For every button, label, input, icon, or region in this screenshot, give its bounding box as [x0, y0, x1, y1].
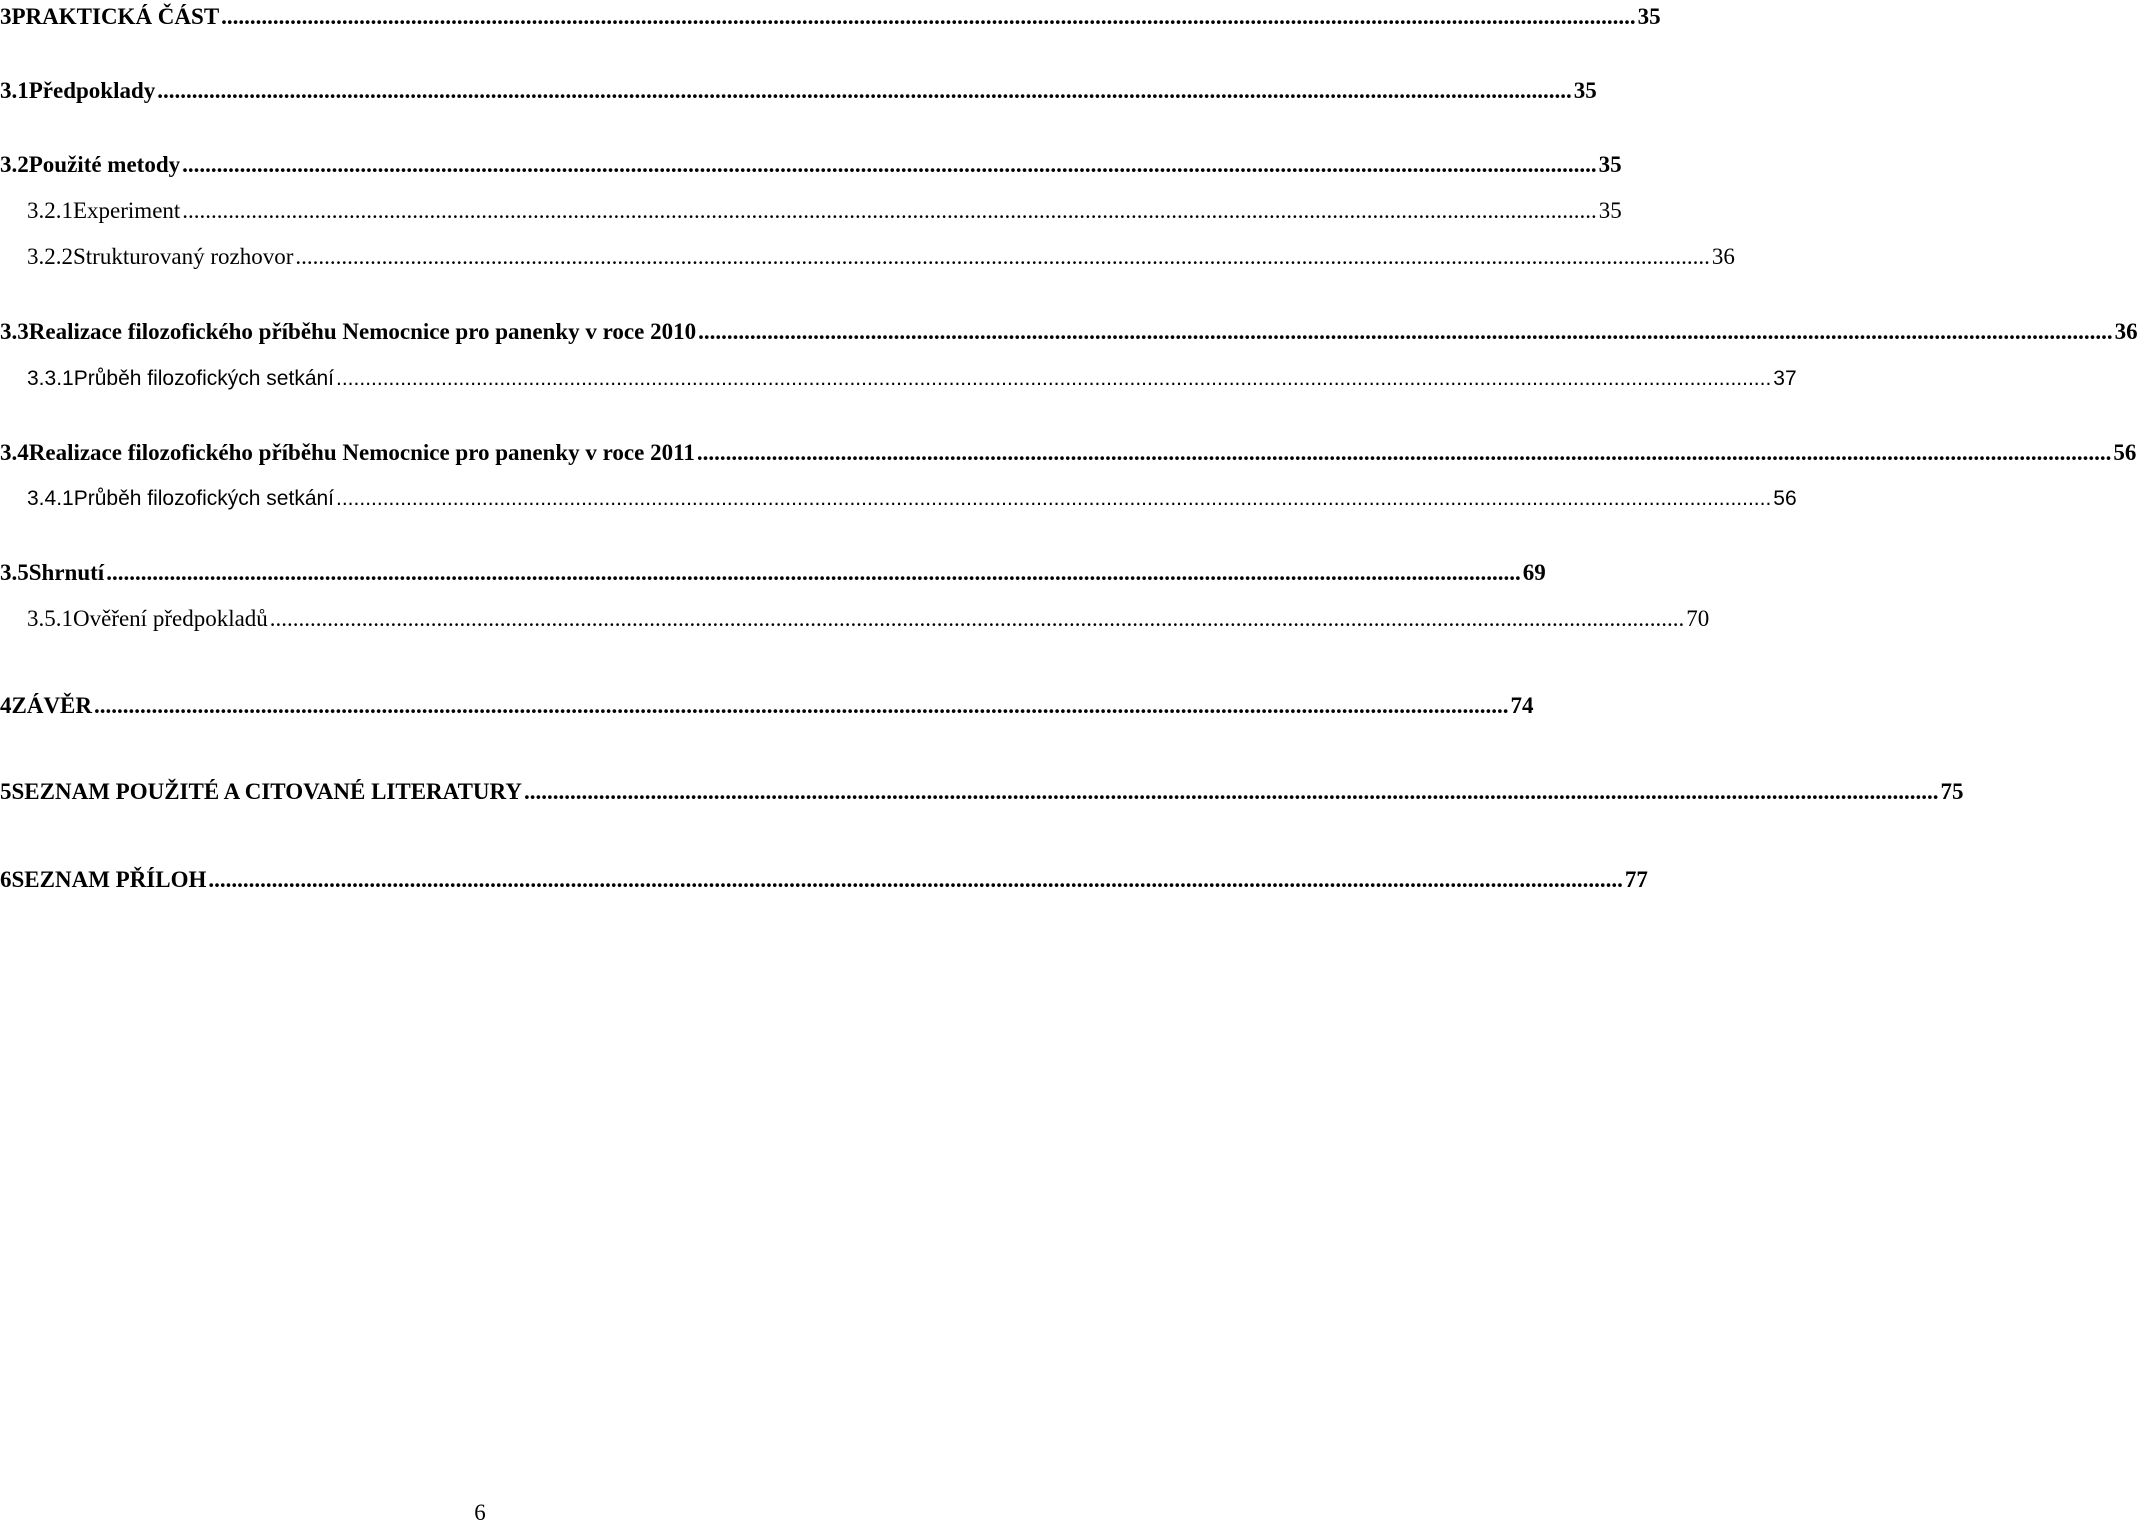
toc-entry-page: 37: [1773, 367, 1797, 390]
toc-entry-number: 3.2.1: [27, 198, 73, 223]
toc-entry-page: 36: [1711, 244, 1735, 269]
toc-entry-number: 3: [0, 4, 12, 29]
toc-entry-number: 6: [0, 867, 12, 892]
toc-entry-title: Průběh filozofických setkání: [73, 367, 335, 390]
toc-entry-number: 5: [0, 779, 12, 804]
toc-entry[interactable]: [0, 439, 2137, 467]
toc-entry-page: 36: [2114, 319, 2138, 344]
toc-entry-title: Předpoklady: [28, 78, 156, 103]
toc-leader-dots: [94, 692, 1509, 720]
toc-leader-dots: [698, 318, 2113, 346]
toc-entry-number: 3.1: [0, 78, 29, 103]
toc-entry-number: 3.4: [0, 440, 29, 465]
toc-leader-dots: [208, 866, 1623, 894]
toc-entry[interactable]: [0, 692, 1534, 720]
toc-entry-title: Shrnutí: [28, 560, 105, 585]
toc-leader-dots: [697, 439, 2112, 467]
toc-entry-number: 3.2: [0, 152, 29, 177]
toc-entry-page: 35: [1598, 198, 1622, 223]
toc-entry-page: 74: [1510, 693, 1534, 718]
toc-entry-number: 3.3.1: [27, 367, 74, 390]
toc-entry-number: 3.3: [0, 319, 29, 344]
toc-entry[interactable]: [0, 559, 1546, 587]
toc-entry[interactable]: [0, 605, 1710, 633]
toc-leader-dots: [336, 485, 1771, 513]
toc-entry-number: 3.2.2: [27, 244, 73, 269]
toc-leader-dots: [221, 3, 1636, 31]
toc-leader-dots: [524, 778, 1939, 806]
toc-entry-number: 4: [0, 693, 12, 718]
page-number: 6: [474, 1500, 486, 1525]
toc-entry-title: Strukturovaný rozhovor: [73, 244, 294, 269]
toc-entry-title: SEZNAM PŘÍLOH: [11, 867, 207, 892]
toc-entry[interactable]: [0, 866, 1648, 894]
toc-leader-dots: [182, 151, 1597, 179]
toc-entry[interactable]: [0, 151, 1622, 179]
toc-entry[interactable]: [0, 3, 1661, 31]
toc-entry-page: 70: [1686, 606, 1710, 631]
toc-leader-dots: [295, 243, 1710, 271]
toc-entry-title: Ověření předpokladů: [73, 606, 268, 631]
toc-entry[interactable]: [0, 243, 1735, 271]
toc-entry-title: Použité metody: [28, 152, 181, 177]
toc-entry-title: SEZNAM POUŽITÉ A CITOVANÉ LITERATURY: [11, 779, 522, 804]
toc-entry-title: ZÁVĚR: [11, 693, 93, 718]
toc-entry[interactable]: [0, 365, 1797, 393]
toc-entry[interactable]: [0, 318, 2138, 346]
toc-entry-page: 56: [1773, 487, 1797, 510]
toc-entry-title: PRAKTICKÁ ČÁST: [11, 4, 220, 29]
toc-entry-page: 35: [1637, 4, 1661, 29]
toc-leader-dots: [106, 559, 1521, 587]
toc-leader-dots: [270, 605, 1685, 633]
toc-entry[interactable]: [0, 197, 1622, 225]
toc-entry-page: 77: [1624, 867, 1648, 892]
toc-leader-dots: [157, 77, 1572, 105]
toc-entry-number: 3.5: [0, 560, 29, 585]
toc-leader-dots: [336, 365, 1771, 393]
toc-entry-page: 56: [2113, 440, 2137, 465]
toc-entry[interactable]: [0, 77, 1597, 105]
toc-entry-page: 75: [1940, 779, 1964, 804]
toc-entry-page: 35: [1573, 78, 1597, 103]
toc-entry-page: 69: [1522, 560, 1546, 585]
toc-entry-title: Realizace filozofického příběhu Nemocnice pro panenky v roce 2010: [28, 319, 697, 344]
toc-entry[interactable]: [0, 778, 1964, 806]
toc-leader-dots: [182, 197, 1597, 225]
toc-entry[interactable]: [0, 485, 1797, 513]
toc-entry-page: 35: [1598, 152, 1622, 177]
toc-entry-title: Experiment: [73, 198, 181, 223]
toc-entry-number: 3.4.1: [27, 487, 74, 510]
toc-entry-title: Realizace filozofického příběhu Nemocnice pro panenky v roce 2011: [28, 440, 695, 465]
toc-entry-number: 3.5.1: [27, 606, 73, 631]
toc-entry-title: Průběh filozofických setkání: [73, 487, 335, 510]
